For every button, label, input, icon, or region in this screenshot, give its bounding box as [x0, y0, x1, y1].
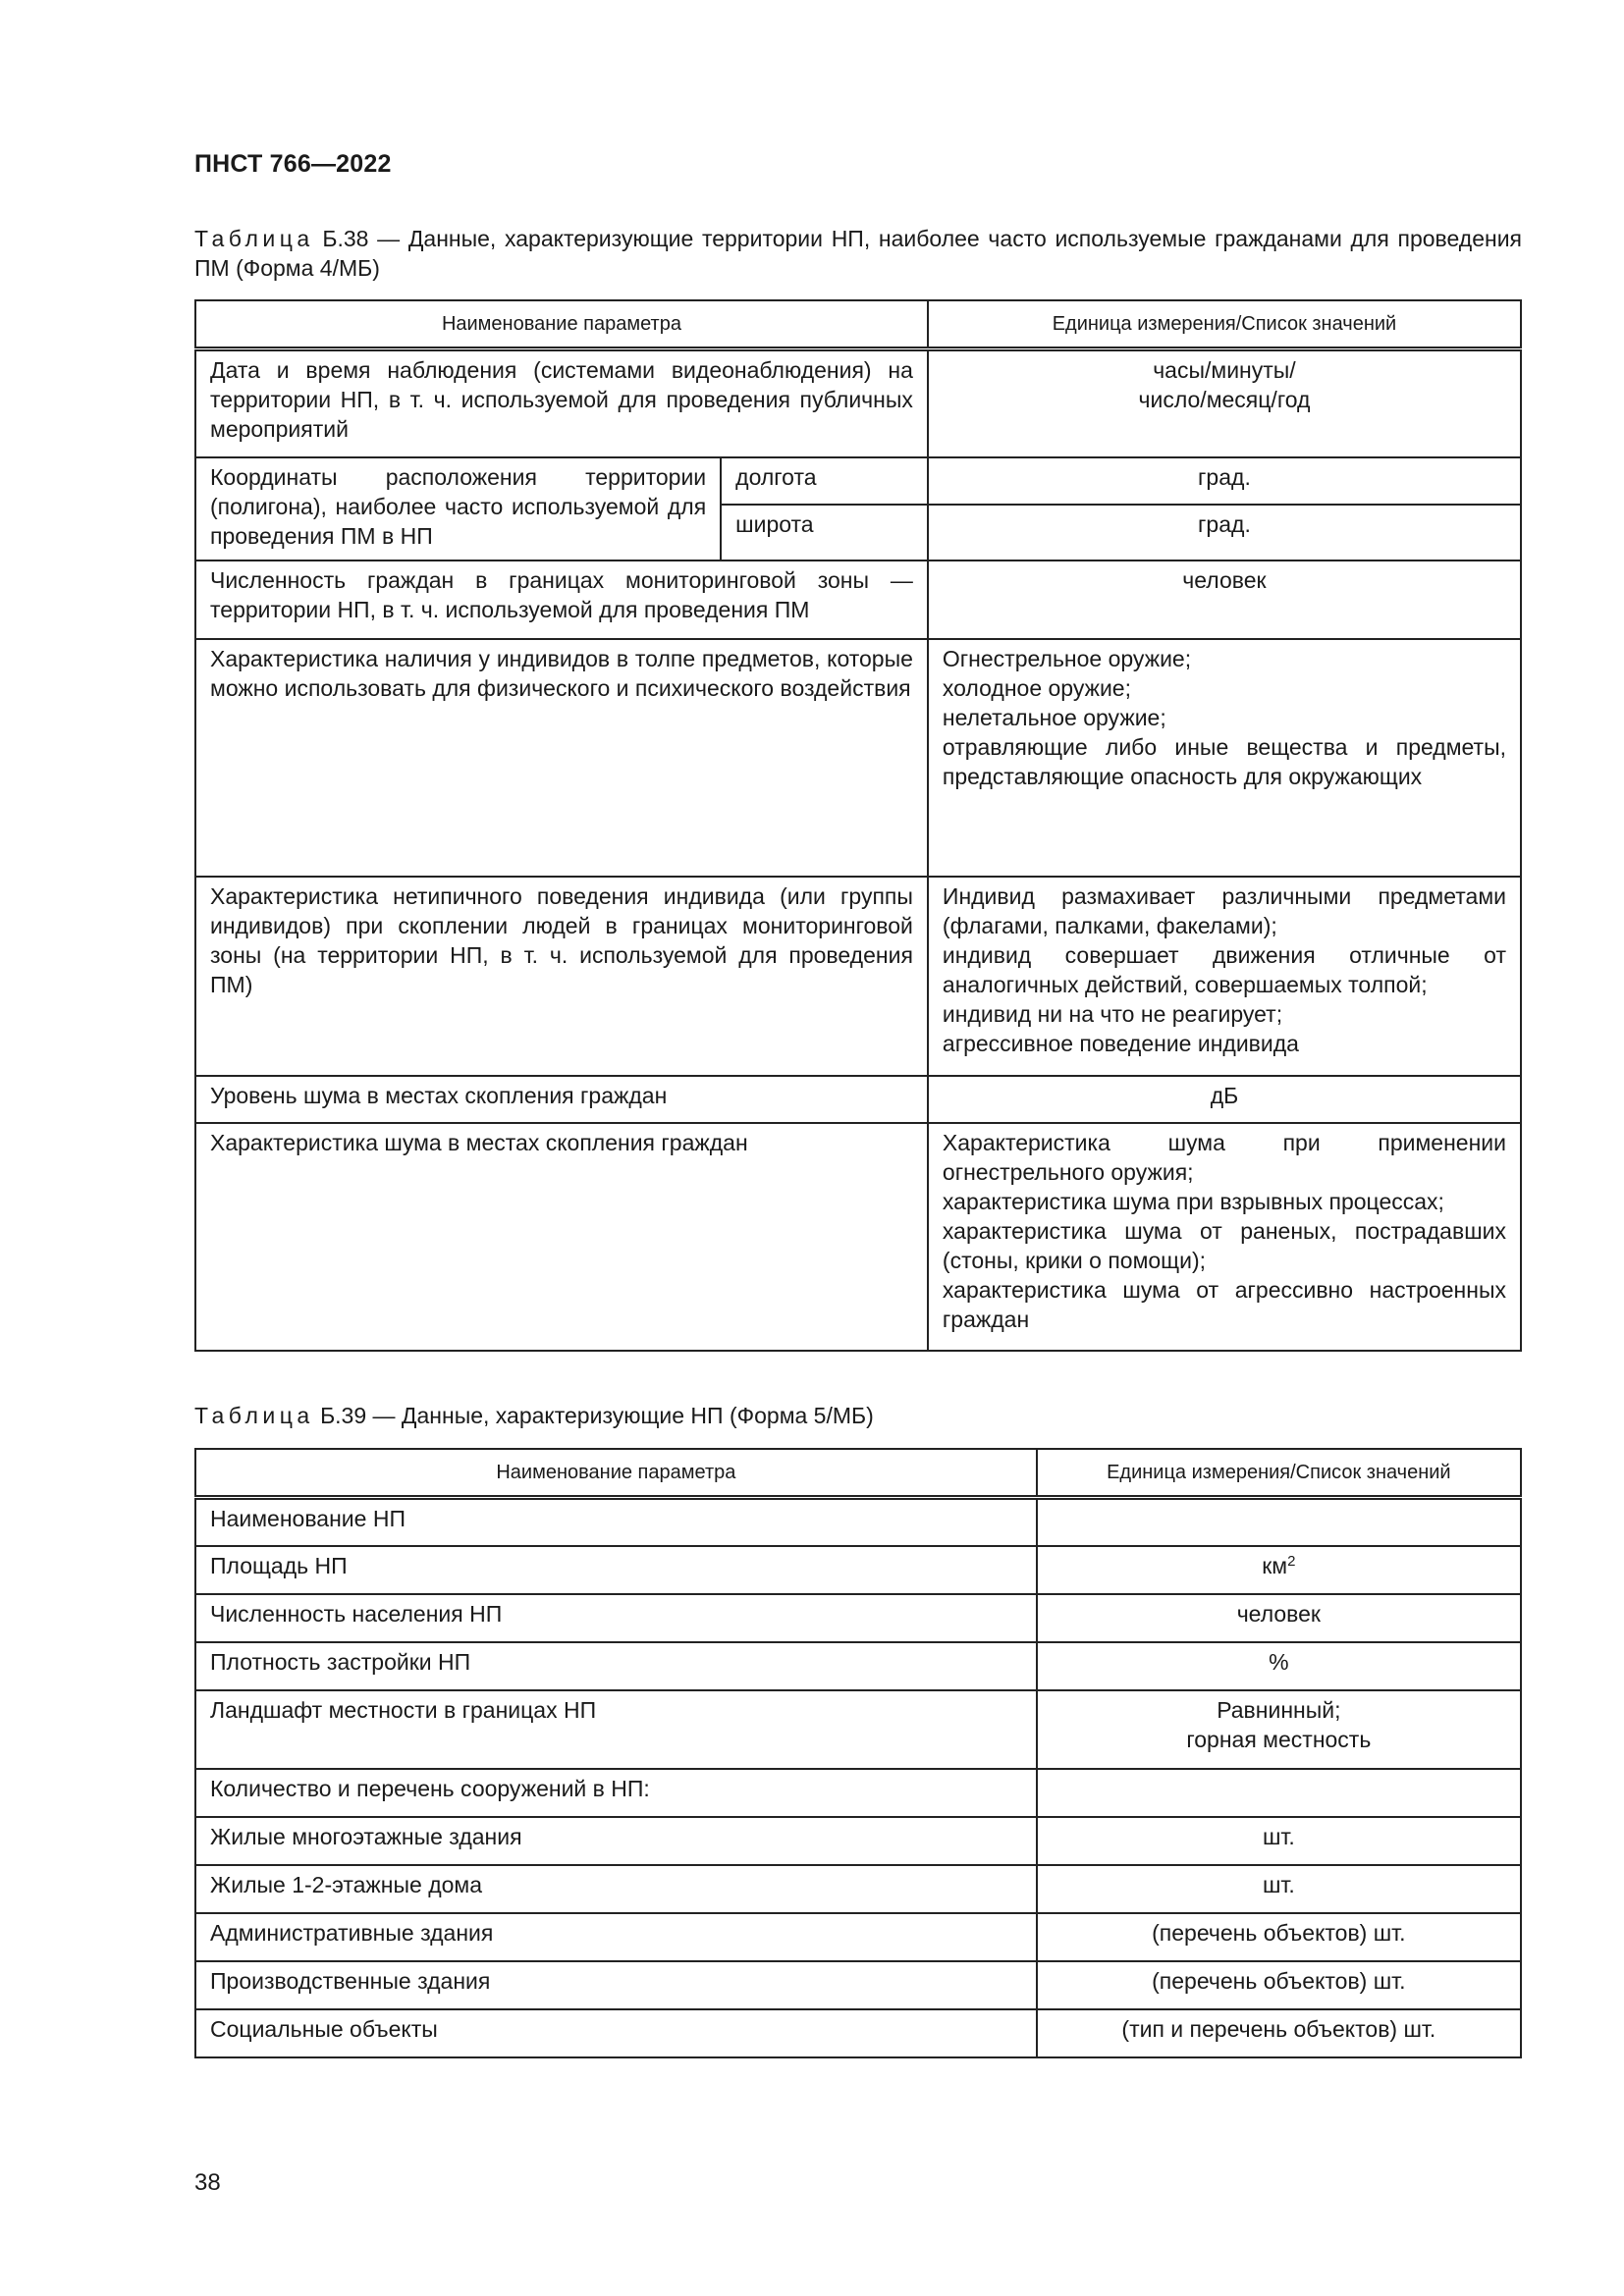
value-line: характеристика шума от агрессивно настроенных граждан [942, 1276, 1506, 1332]
value-line: индивид совершает движения отличные от аналогичных действий, совершаемых толпой; [942, 941, 1506, 997]
table-header-row [195, 1449, 1521, 1498]
parameter-cell: Характеристика наличия у индивидов в толпе предметов, которые можно использовать для физического и психического воздействия [195, 639, 928, 877]
parameter-cell: Плотность застройки НП [195, 1642, 1037, 1690]
value-cell [1037, 1546, 1521, 1594]
table-row [195, 457, 1521, 505]
table-row [195, 1913, 1521, 1961]
parameter-cell: Количество и перечень сооружений в НП: [195, 1769, 1037, 1817]
value-line: Характеристика шума при применении огнестрельного оружия; [942, 1129, 1506, 1185]
value-line: часы/минуты/ [1153, 357, 1296, 383]
parameter-cell: Характеристика шума в местах скопления граждан [195, 1123, 928, 1351]
parameter-cell: Уровень шума в местах скопления граждан [195, 1076, 928, 1123]
header-cell-parameter: Наименование параметра [195, 300, 928, 349]
header-cell-unit: Единица измерения/Список значений [928, 300, 1521, 349]
value-cell [1037, 1498, 1521, 1546]
value-line: число/месяц/год [1138, 387, 1311, 412]
value-cell: человек [928, 561, 1521, 639]
value-line: Равнинный; [1217, 1696, 1341, 1723]
unit-text: км [1262, 1552, 1288, 1578]
value-line: агрессивное поведение индивида [942, 1030, 1299, 1056]
parameter-cell: Численность граждан в границах мониторинговой зоны — территории НП, в т. ч. используемой для проведения ПМ [195, 561, 928, 639]
value-cell [928, 1123, 1521, 1351]
table-row [195, 639, 1521, 877]
parameter-cell: Координаты расположения территории (полигона), наиболее часто используемой для проведения ПМ в НП [195, 457, 721, 561]
value-line: горная местность [1186, 1726, 1372, 1752]
value-cell: шт. [1037, 1865, 1521, 1913]
sub-parameter-cell: долгота [721, 457, 928, 505]
table-row [195, 1594, 1521, 1642]
caption-word: Таблица [194, 1403, 314, 1428]
caption-word: Таблица [194, 226, 314, 251]
parameter-cell: Дата и время наблюдения (системами видеонаблюдения) на территории НП, в т. ч. используемой для проведения публичных мероприятий [195, 349, 928, 457]
table-38 [194, 299, 1522, 1352]
table-row [195, 1546, 1521, 1594]
value-cell: град. [928, 457, 1521, 505]
parameter-cell: Жилые 1-2-этажные дома [195, 1865, 1037, 1913]
table-row [195, 1690, 1521, 1769]
caption-text: Б.38 — Данные, характеризующие территории НП, наиболее часто используемые гражданами для проведения ПМ (Форма 4/МБ) [194, 226, 1522, 281]
table-row [195, 1076, 1521, 1123]
parameter-cell: Административные здания [195, 1913, 1037, 1961]
value-line: нелетальное оружие; [942, 704, 1166, 730]
value-cell [1037, 1690, 1521, 1769]
value-cell: (тип и перечень объектов) шт. [1037, 2009, 1521, 2057]
value-cell: шт. [1037, 1817, 1521, 1865]
value-cell: % [1037, 1642, 1521, 1690]
table-39 [194, 1448, 1522, 2058]
parameter-cell: Площадь НП [195, 1546, 1037, 1594]
table-row [195, 1817, 1521, 1865]
value-cell [1037, 1769, 1521, 1817]
table-row [195, 1498, 1521, 1546]
value-cell: человек [1037, 1594, 1521, 1642]
value-line: Индивид размахивает различными предметами (флагами, палками, факелами); [942, 882, 1506, 938]
parameter-cell: Наименование НП [195, 1498, 1037, 1546]
document-code: ПНСТ 766—2022 [194, 150, 392, 178]
header-cell-parameter: Наименование параметра [195, 1449, 1037, 1498]
value-cell: град. [928, 505, 1521, 561]
value-cell: (перечень объектов) шт. [1037, 1913, 1521, 1961]
table-row [195, 561, 1521, 639]
table-row [195, 1961, 1521, 2009]
caption-text: Б.39 — Данные, характеризующие НП (Форма 5/МБ) [313, 1403, 874, 1428]
value-cell: (перечень объектов) шт. [1037, 1961, 1521, 2009]
parameter-cell: Социальные объекты [195, 2009, 1037, 2057]
page-number: 38 [194, 2169, 221, 2196]
table-row [195, 1642, 1521, 1690]
value-line: Огнестрельное оружие; [942, 645, 1192, 671]
value-cell [928, 349, 1521, 457]
parameter-cell: Жилые многоэтажные здания [195, 1817, 1037, 1865]
value-cell: дБ [928, 1076, 1521, 1123]
value-line: характеристика шума от раненых, пострадавших (стоны, крики о помощи); [942, 1217, 1506, 1273]
value-cell [928, 639, 1521, 877]
table-row [195, 349, 1521, 457]
table-row [195, 877, 1521, 1076]
parameter-cell: Производственные здания [195, 1961, 1037, 2009]
value-line: отравляющие либо иные вещества и предметы, представляющие опасность для окружающих [942, 733, 1506, 789]
parameter-cell: Характеристика нетипичного поведения индивида (или группы индивидов) при скоплении людей в границах мониторинговой зоны (на территории НП, в т. ч. используемой для проведения ПМ) [195, 877, 928, 1076]
table-row [195, 1123, 1521, 1351]
table-row [195, 2009, 1521, 2057]
table-39-caption [194, 1401, 1522, 1430]
header-cell-unit: Единица измерения/Список значений [1037, 1449, 1521, 1498]
value-cell [928, 877, 1521, 1076]
table-header-row [195, 300, 1521, 349]
unit-superscript: 2 [1287, 1552, 1296, 1570]
table-38-caption [194, 224, 1522, 283]
sub-parameter-cell: широта [721, 505, 928, 561]
value-line: характеристика шума при взрывных процессах; [942, 1188, 1444, 1214]
value-line: индивид ни на что не реагирует; [942, 1000, 1283, 1027]
parameter-cell: Численность населения НП [195, 1594, 1037, 1642]
table-row [195, 1865, 1521, 1913]
table-row [195, 1769, 1521, 1817]
parameter-cell: Ландшафт местности в границах НП [195, 1690, 1037, 1769]
value-line: холодное оружие; [942, 674, 1131, 701]
